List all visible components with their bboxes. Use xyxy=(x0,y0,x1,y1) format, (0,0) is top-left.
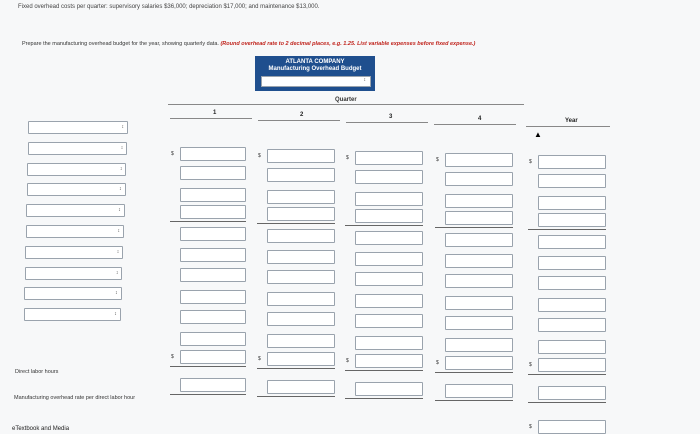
instructions-note: (Round overhead rate to 2 decimal places, e.g. 1.25. List variable expenses before fixed expense.) xyxy=(220,41,476,47)
quarter-label: Quarter xyxy=(335,97,357,103)
problem-statement: Fixed overhead costs per quarter: supervisory salaries $36,000; depreciation $17,000; and maintenance $13,000. xyxy=(18,4,320,10)
total-underline xyxy=(528,374,606,375)
total-underline xyxy=(170,221,246,222)
budget-input-cell[interactable] xyxy=(267,312,335,326)
budget-input-cell[interactable] xyxy=(355,336,423,350)
column-header-q3: 3 xyxy=(389,114,393,120)
expense-label-select[interactable] xyxy=(25,246,123,259)
total-underline xyxy=(435,227,513,228)
updown-arrows-icon: ↕ xyxy=(121,124,124,130)
budget-input-cell[interactable] xyxy=(180,147,246,161)
column-header-year: Year xyxy=(565,118,578,124)
budget-input-cell[interactable] xyxy=(445,153,513,167)
label-direct-labor-hours: Direct labor hours xyxy=(15,369,59,375)
budget-input-cell[interactable] xyxy=(445,356,513,370)
column-underline xyxy=(346,122,428,123)
budget-input-cell[interactable] xyxy=(267,270,335,284)
budget-input-cell[interactable] xyxy=(445,338,513,352)
currency-symbol: $ xyxy=(529,159,532,165)
updown-arrows-icon: ↕ xyxy=(119,165,123,172)
budget-input-cell[interactable] xyxy=(180,378,246,392)
total-underline xyxy=(257,223,335,224)
budget-input-cell[interactable] xyxy=(355,170,423,184)
budget-input-cell[interactable] xyxy=(180,332,246,346)
budget-input-cell[interactable] xyxy=(180,310,246,324)
total-underline xyxy=(345,225,423,226)
budget-input-cell[interactable] xyxy=(180,205,246,219)
updown-arrows-icon: ↕ xyxy=(120,144,124,151)
budget-input-cell[interactable] xyxy=(355,252,423,266)
budget-input-cell[interactable] xyxy=(445,316,513,330)
total-underline xyxy=(435,372,513,373)
budget-input-cell[interactable] xyxy=(267,292,335,306)
etextbook-link[interactable]: eTextbook and Media xyxy=(12,426,70,432)
column-underline xyxy=(434,124,516,125)
column-header-q2: 2 xyxy=(300,112,304,118)
budget-input-cell[interactable] xyxy=(180,248,246,262)
budget-input-cell[interactable] xyxy=(180,350,246,364)
budget-input-cell[interactable] xyxy=(267,168,335,182)
company-name: ATLANTA COMPANY xyxy=(285,59,345,65)
quarter-underline xyxy=(168,104,524,105)
budget-input-cell[interactable] xyxy=(355,272,423,286)
budget-input-cell[interactable] xyxy=(267,190,335,204)
instructions-main: Prepare the manufacturing overhead budget for the year, showing quarterly data. xyxy=(22,41,219,47)
budget-input-cell[interactable] xyxy=(538,155,606,169)
budget-input-cell[interactable] xyxy=(445,194,513,208)
budget-input-cell[interactable] xyxy=(355,151,423,165)
total-underline xyxy=(528,402,606,403)
budget-input-cell[interactable] xyxy=(538,276,606,290)
currency-symbol: $ xyxy=(171,354,174,360)
updown-arrows-icon: ↕ xyxy=(118,207,121,214)
currency-symbol: $ xyxy=(529,362,532,368)
budget-input-cell[interactable] xyxy=(538,318,606,332)
expense-label-select[interactable] xyxy=(28,142,128,155)
budget-input-cell[interactable] xyxy=(355,192,423,206)
updown-arrows-icon: ↕ xyxy=(114,311,117,318)
currency-symbol: $ xyxy=(258,356,261,362)
mouse-cursor-icon: ▲ xyxy=(534,130,542,139)
budget-input-cell[interactable] xyxy=(180,166,246,180)
budget-input-cell[interactable] xyxy=(538,196,606,210)
currency-symbol: $ xyxy=(346,155,349,161)
budget-input-cell[interactable] xyxy=(538,298,606,312)
budget-input-cell[interactable] xyxy=(267,380,335,394)
budget-input-cell[interactable] xyxy=(538,386,606,400)
total-underline xyxy=(435,400,513,401)
budget-input-cell[interactable] xyxy=(180,268,246,282)
updown-arrows-icon: ↕ xyxy=(119,186,122,193)
budget-input-cell[interactable] xyxy=(538,358,606,372)
budget-input-cell[interactable] xyxy=(355,294,423,308)
column-header-q4: 4 xyxy=(478,116,482,122)
period-select[interactable] xyxy=(261,76,371,87)
budget-input-cell[interactable] xyxy=(445,233,513,247)
currency-symbol: $ xyxy=(258,153,261,159)
budget-input-cell[interactable] xyxy=(445,254,513,268)
budget-input-cell[interactable] xyxy=(267,149,335,163)
total-underline xyxy=(170,366,246,367)
updown-arrows-icon: ↕ xyxy=(116,248,120,255)
expense-label-select[interactable] xyxy=(27,163,126,176)
budget-input-cell[interactable] xyxy=(445,211,513,225)
budget-input-cell[interactable] xyxy=(267,352,335,366)
budget-input-cell[interactable] xyxy=(538,235,606,249)
column-underline xyxy=(258,120,340,121)
expense-label-select[interactable] xyxy=(27,183,126,196)
budget-input-cell[interactable] xyxy=(267,229,335,243)
budget-input-cell[interactable] xyxy=(445,384,513,398)
budget-input-cell[interactable] xyxy=(355,314,423,328)
expense-label-select[interactable] xyxy=(24,308,121,321)
total-underline xyxy=(345,398,423,399)
budget-input-cell[interactable] xyxy=(538,256,606,270)
budget-input-cell[interactable] xyxy=(267,334,335,348)
currency-symbol: $ xyxy=(436,360,439,366)
budget-input-cell[interactable] xyxy=(355,231,423,245)
column-header-q1: 1 xyxy=(213,110,217,116)
updown-arrows-icon: ↕ xyxy=(115,269,119,276)
budget-input-cell[interactable] xyxy=(538,420,606,434)
budget-input-cell[interactable] xyxy=(180,227,246,241)
budget-input-cell[interactable] xyxy=(267,207,335,221)
currency-symbol: $ xyxy=(529,424,532,430)
expense-label-select[interactable] xyxy=(25,267,123,280)
budget-input-cell[interactable] xyxy=(538,174,606,188)
budget-input-cell[interactable] xyxy=(445,296,513,310)
instructions xyxy=(22,41,475,47)
budget-input-cell[interactable] xyxy=(538,340,606,354)
total-underline xyxy=(257,396,335,397)
total-underline xyxy=(528,229,606,230)
expense-label-select[interactable] xyxy=(26,225,125,238)
budget-input-cell[interactable] xyxy=(180,188,246,202)
currency-symbol: $ xyxy=(436,157,439,163)
column-underline xyxy=(526,126,610,127)
updown-arrows-icon: ↕ xyxy=(115,290,118,297)
currency-symbol: $ xyxy=(346,358,349,364)
expense-label-select[interactable] xyxy=(28,121,128,134)
budget-input-cell[interactable] xyxy=(445,172,513,186)
column-underline xyxy=(170,118,252,119)
budget-input-cell[interactable] xyxy=(445,274,513,288)
budget-input-cell[interactable] xyxy=(355,354,423,368)
total-underline xyxy=(345,370,423,371)
updown-arrows-icon: ↕ xyxy=(117,228,120,234)
updown-arrows-icon: ↕ xyxy=(363,77,366,83)
budget-input-cell[interactable] xyxy=(180,290,246,304)
budget-input-cell[interactable] xyxy=(538,213,606,227)
budget-input-cell[interactable] xyxy=(355,209,423,223)
total-underline xyxy=(170,394,246,395)
label-overhead-rate: Manufacturing overhead rate per direct labor hour xyxy=(14,395,136,401)
budget-input-cell[interactable] xyxy=(267,250,335,264)
expense-label-select[interactable] xyxy=(24,287,122,300)
budget-input-cell[interactable] xyxy=(355,382,423,396)
budget-title: Manufacturing Overhead Budget xyxy=(268,66,362,72)
expense-label-select[interactable] xyxy=(26,204,125,217)
currency-symbol: $ xyxy=(171,151,174,157)
total-underline xyxy=(257,368,335,369)
